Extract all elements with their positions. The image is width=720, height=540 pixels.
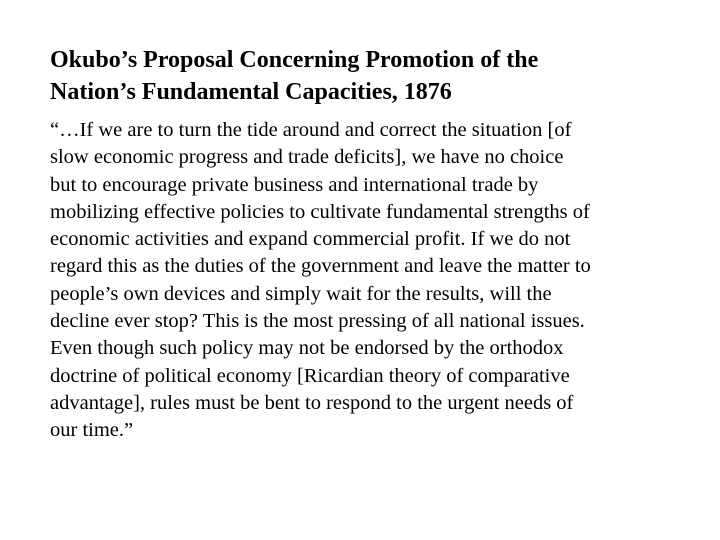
quote-line: decline ever stop? This is the most pressing of all national issues. xyxy=(50,310,585,333)
quote-line: “…If we are to turn the tide around and correct the situation [of xyxy=(50,119,572,141)
quote-line: mobilizing effective policies to cultivate fundamental strengths of xyxy=(50,200,590,223)
title-line-2: Nation’s Fundamental Capacities, 1876 xyxy=(50,79,452,105)
quote-line: people’s own devices and simply wait for the results, will the xyxy=(50,282,552,305)
quote-body xyxy=(50,117,700,445)
quote-line: economic activities and expand commercial profit. If we do not xyxy=(50,228,571,251)
quote-line: Even though such policy may not be endorsed by the orthodox xyxy=(50,337,564,360)
quote-line: advantage], rules must be bent to respond to the urgent needs of xyxy=(50,391,574,414)
slide-title xyxy=(50,44,690,108)
quote-line: slow economic progress and trade deficits], we have no choice xyxy=(50,146,564,169)
quote-line: but to encourage private business and international trade by xyxy=(50,173,539,196)
title-line-1: Okubo’s Proposal Concerning Promotion of the xyxy=(50,47,539,73)
quote-line: our time.” xyxy=(50,419,134,442)
quote-line: doctrine of political economy [Ricardian theory of comparative xyxy=(50,364,570,387)
quote-line: regard this as the duties of the government and leave the matter to xyxy=(50,255,591,278)
